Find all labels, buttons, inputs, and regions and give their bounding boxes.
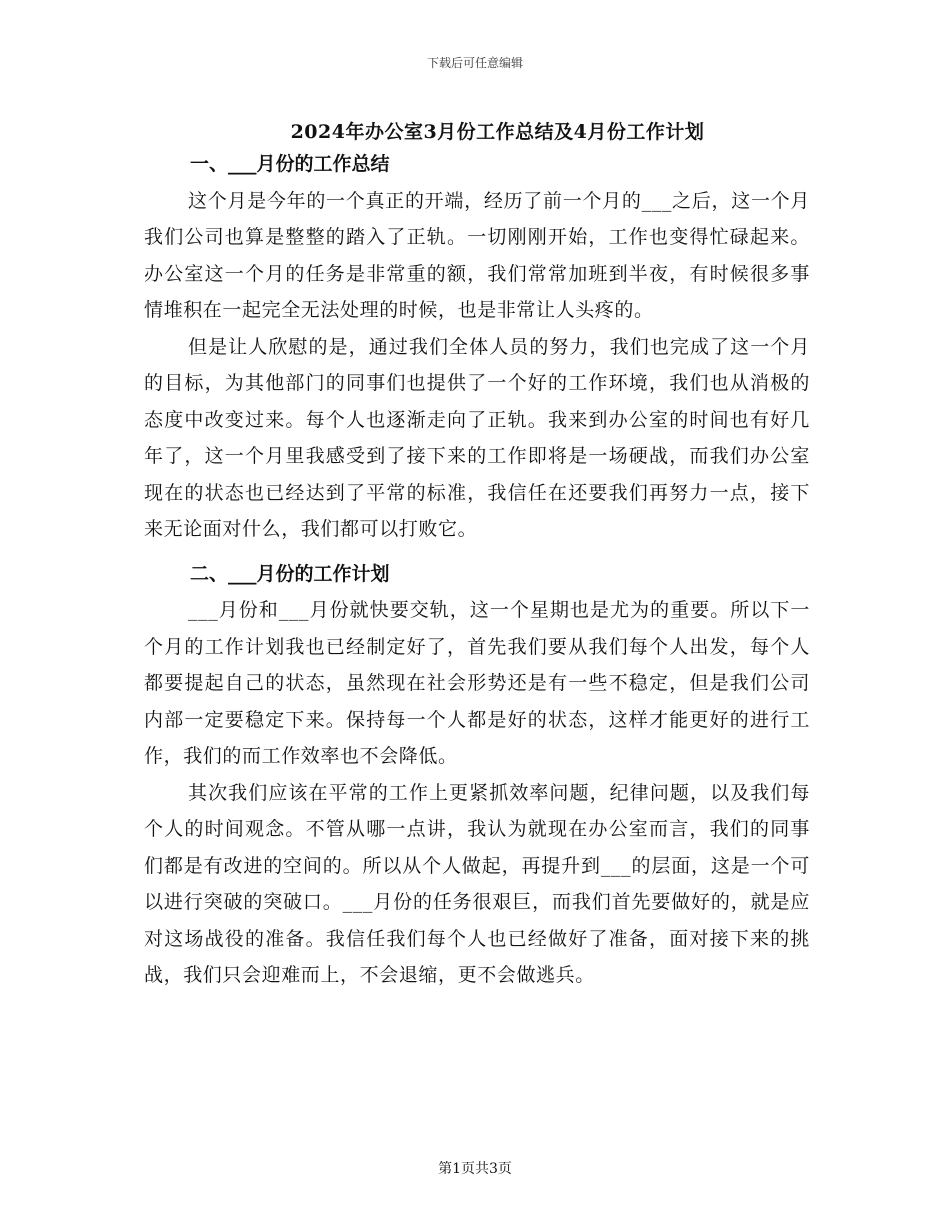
- page-number-footer: 第1页共3页: [438, 1161, 512, 1177]
- summary-paragraph-2: 但是让人欣慰的是，通过我们全体人员的努力，我们也完成了这一个月的目标，为其他部门的同事们也提供了一个好的工作环境，我们也从消极的态度中改变过来。每个人也逐渐走向了正轨。我来到办公室的时间也有好几年了，这一个月里我感受到了接下来的工作即将是一场硬战，而我们办公室现在的状态也已经达到了平常的标准，我信任在还要我们再努力一点，接下来无论面对什么，我们都可以打败它。: [144, 335, 810, 540]
- section-spacer: [144, 548, 810, 556]
- plan-paragraph-1: ___月份和___月份就快要交轨，这一个星期也是尤为的重要。所以下一个月的工作计划我也已经制定好了，首先我们要从我们每个人出发，每个人都要提起自己的状态，虽然现在社会形势还是有一些不稳定，但是我们公司内部一定要稳定下来。保持每一个人都是好的状态，这样才能更好的进行工作，我们的而工作效率也不会降低。: [144, 599, 810, 767]
- plan-paragraph-2: 其次我们应该在平常的工作上更紧抓效率问题，纪律问题，以及我们每个人的时间观念。不管从哪一点讲，我认为就现在办公室而言，我们的同事们都是有改进的空间的。所以从个人做起，再提升到___的层面，这是一个可以进行突破的突破口。___月份的任务很艰巨，而我们首先要做好的，就是应对这场战役的准备。我信任我们每个人也已经做好了准备，面对接下来的挑战，我们只会迎难而上，不会退缩，更不会做逃兵。: [144, 781, 810, 986]
- section-heading-plan: 二、___月份的工作计划: [190, 562, 390, 585]
- document-title: 2024年办公室3月份工作总结及4月份工作计划: [290, 121, 705, 143]
- section-heading-summary: 一、___月份的工作总结: [190, 153, 390, 175]
- page-header-note: 下载后可任意编辑: [426, 56, 523, 70]
- summary-paragraph-1: 这个月是今年的一个真正的开端，经历了前一个月的___之后，这一个月我们公司也算是整整的踏入了正轨。一切刚刚开始，工作也变得忙碌起来。办公室这一个月的任务是非常重的额，我们常常加班到半夜，有时候很多事情堆积在一起完全无法处理的时候，也是非常让人头疼的。: [144, 189, 810, 321]
- document-body: [144, 146, 810, 994]
